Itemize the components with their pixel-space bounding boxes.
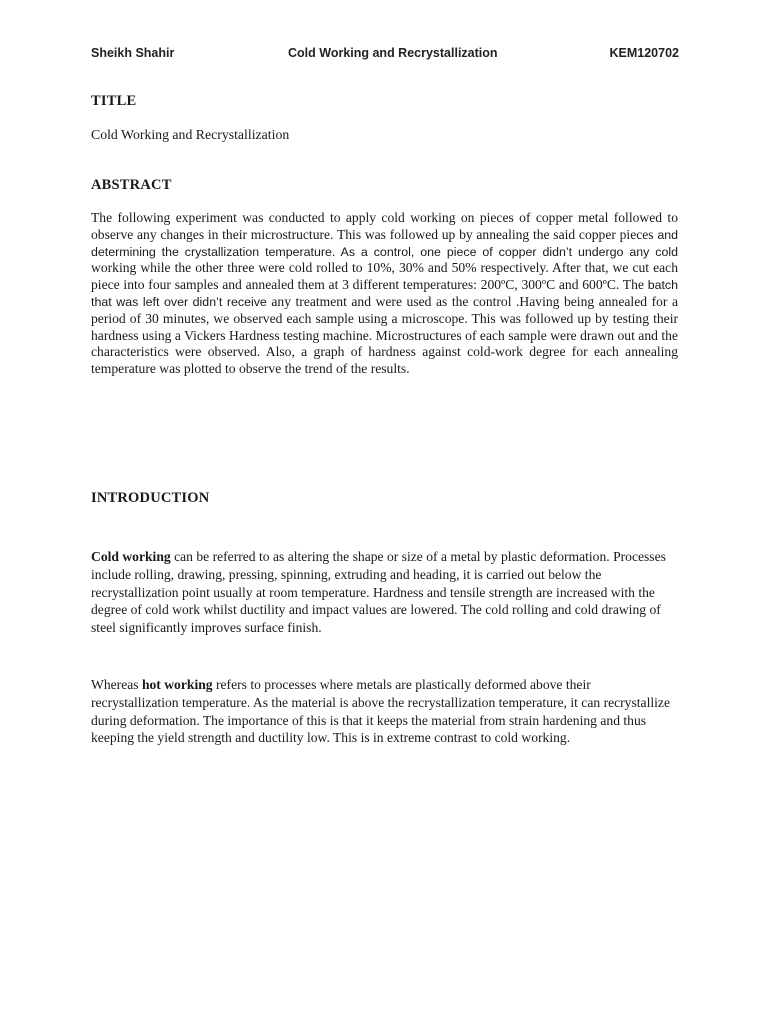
- abstract-paragraph: [91, 210, 678, 378]
- header-code: KEM120702: [609, 46, 679, 60]
- intro-p2-text: refers to processes where metals are plastically deformed above their recrystallization temperature. As the material is above the recrystallization temperature, it can recrystallize during deformation. The importance of this is that it keeps the material from strain hardening and thus keeping the yield strength and ductility low. This is in extreme contrast to cold working.: [91, 677, 670, 746]
- cold-working-term: Cold working: [91, 549, 171, 564]
- introduction-heading: INTRODUCTION: [91, 490, 210, 506]
- abstract-text-1: The following experiment was conducted to apply cold working on pieces of copper metal followed to observe any changes in their microstructure. This was followed up by annealing the said copper pieces: [91, 210, 678, 242]
- abstract-heading: ABSTRACT: [91, 177, 172, 193]
- title-text: Cold Working and Recrystallization: [91, 127, 290, 142]
- title-heading: TITLE: [91, 93, 137, 109]
- page-header: [91, 46, 679, 64]
- intro-paragraph-2: [91, 676, 681, 747]
- intro-p1-text: can be referred to as altering the shape or size of a metal by plastic deformation. Processes include rolling, drawing, pressing, spinning, extruding and heading, it is carried out below the recrystallization point usually at room temperature. Hardness and tensile strength are increased with the degree of cold work whilst ductility and impact values are lowered. The cold rolling and cold drawing of steel significantly improves surface finish.: [91, 549, 666, 636]
- abstract-text-3: working while the other three were cold rolled to 10%, 30% and 50% respectively. After that, we cut each piece into four samples and annealed them at 3 different temperatures: 200ºC, 300ºC and 600ºC. The: [91, 260, 678, 293]
- abstract-text-4: batch that was left over didn’t receive: [91, 278, 678, 309]
- abstract-text-5: any treatment and were used as the control .Having being annealed for a period of 30 minutes, we observed each sample using a microscope. This was followed up by testing their hardness using a Vickers Hardness testing machine. Microstructures of each sample were drawn out and the characteristics were observed. Also, a graph of hardness against cold-work degree for each annealing temperature was plotted to observe the trend of the results.: [91, 293, 678, 377]
- intro-paragraph-1: [91, 548, 681, 637]
- hot-working-term: hot working: [141, 677, 213, 692]
- header-doc-title: Cold Working and Recrystallization: [288, 46, 498, 60]
- intro-p2-start: Whereas: [91, 677, 142, 692]
- header-author: Sheikh Shahir: [91, 46, 175, 60]
- abstract-text-2: and determining the crystallization temperature. As a control, one piece of copper didn’t undergo any cold: [91, 227, 678, 259]
